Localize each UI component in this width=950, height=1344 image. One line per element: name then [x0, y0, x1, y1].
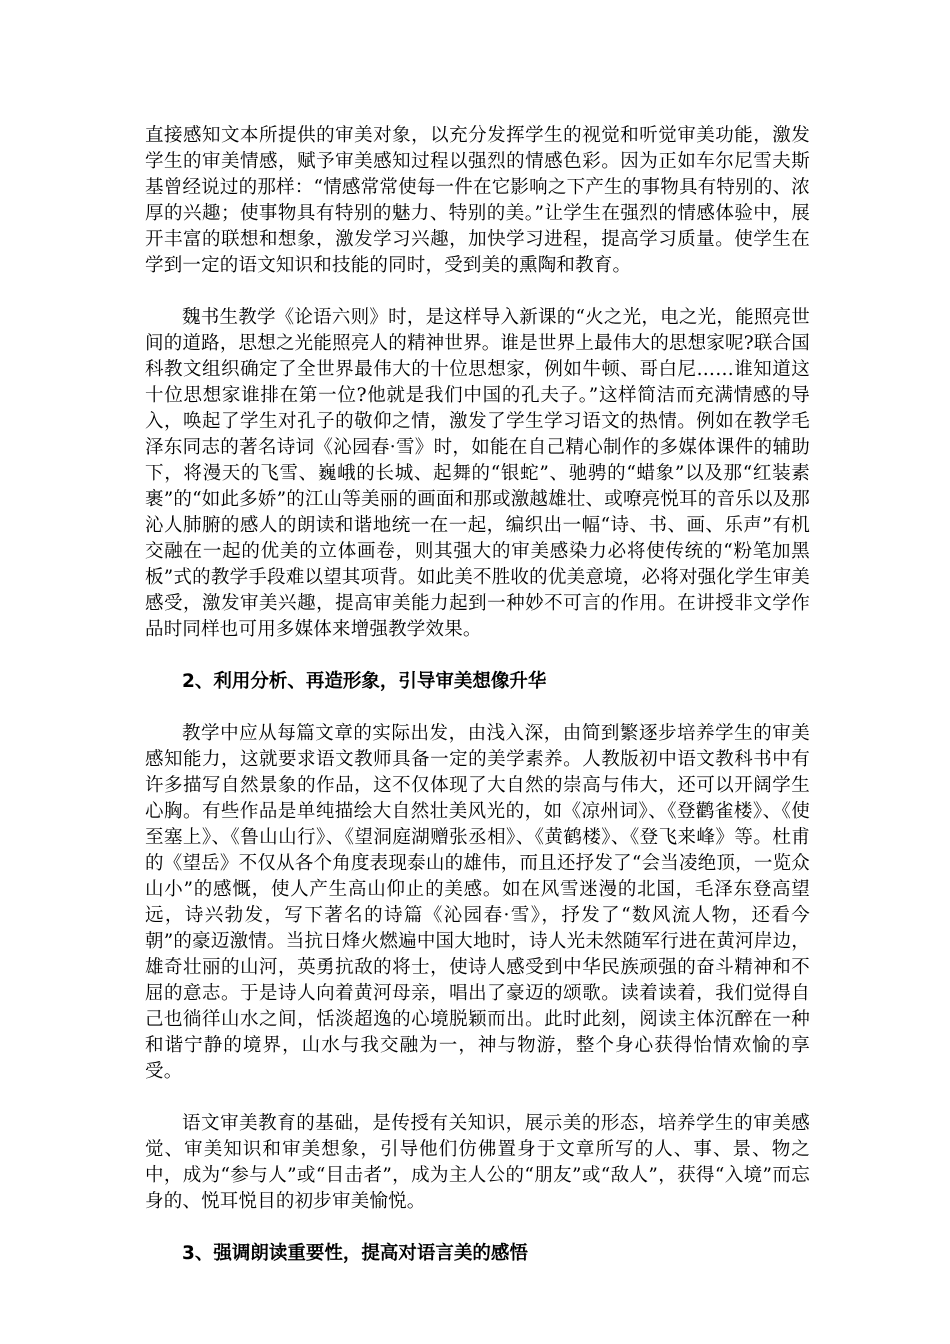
body-paragraph-continuation: 直接感知文本所提供的审美对象，以充分发挥学生的视觉和听觉审美功能，激发学生的审美情感，赋予审美感知过程以强烈的情感色彩。因为正如车尔尼雪夫斯基曾经说过的那样：“情感常常使每一件在它影响之下产生的事物具有特别的、浓厚的兴趣；使事物具有特别的魅力、特别的美。”让学生在强烈的情感体验中，展开丰富的联想和想象，激发学习兴趣，加快学习进程，提高学习质量。使学生在学到一定的语文知识和技能的同时，受到美的熏陶和教育。 [145, 125, 810, 276]
body-paragraph: 语文审美教育的基础，是传授有关知识，展示美的形态，培养学生的审美感觉、审美知识和审美想象，引导他们仿佛置身于文章所写的人、事、景、物之中，成为“参与人”或“目击者”，成为主人公的“朋友”或“敌人”，获得“入境”而忘身的、悦耳悦目的初步审美愉悦。 [145, 1113, 810, 1212]
body-paragraph: 教学中应从每篇文章的实际出发，由浅入深，由简到繁逐步培养学生的审美感知能力，这就要求语文教师具备一定的美学素养。人教版初中语文教科书中有许多描写自然景象的作品，这不仅体现了大自然的崇高与伟大，还可以开阔学生心胸。有些作品是单纯描绘大自然壮美风光的，如《凉州词》、《登鹳雀楼》、《使至塞上》、《鲁山山行》、《望洞庭湖赠张丞相》、《黄鹤楼》、《登飞来峰》等。杜甫的《望岳》不仅从各个角度表现泰山的雄伟，而且还抒发了“会当凌绝顶，一览众山小”的感慨，使人产生高山仰止的美感。如在风雪迷漫的北国，毛泽东登高望远，诗兴勃发，写下著名的诗篇《沁园春·雪》，抒发了“数风流人物，还看今朝”的豪迈激情。当抗日烽火燃遍中国大地时，诗人光未然随军行进在黄河岸边，雄奇壮丽的山河，英勇抗敌的将士，使诗人感受到中华民族顽强的奋斗精神和不屈的意志。于是诗人向着黄河母亲，唱出了豪迈的颂歌。读着读着，我们觉得自己也徜徉山水之间，恬淡超逸的心境脱颖而出。此时此刻，阅读主体沉醉在一种和谐宁静的境界，山水与我交融为一，神与物游，整个身心获得怡情欢愉的享受。 [145, 723, 810, 1082]
section-heading-3: 3、强调朗读重要性，提高对语言美的感悟 [182, 1243, 528, 1264]
body-paragraph: 魏书生教学《论语六则》时，是这样导入新课的“火之光，电之光，能照亮世间的道路，思想之光能照亮人的精神世界。谁是世界上最伟大的思想家呢?联合国科教文组织确定了全世界最伟大的十位思想家，例如牛顿、哥白尼……谁知道这十位思想家谁排在第一位?他就是我们中国的孔夫子。”这样简洁而充满情感的导入，唤起了学生对孔子的敬仰之情，激发了学生学习语文的热情。例如在教学毛泽东同志的著名诗词《沁园春·雪》时，如能在自己精心制作的多媒体课件的辅助下，将漫天的飞雪、巍峨的长城、起舞的“银蛇”、驰骋的“蜡象”以及那“红装素裹”的“如此多娇”的江山等美丽的画面和那或激越雄壮、或嘹亮悦耳的音乐以及那沁人肺腑的感人的朗读和谐地统一在一起，编织出一幅“诗、书、画、乐声”有机交融在一起的优美的立体画卷，则其强大的审美感染力必将使传统的“粉笔加黑板”式的教学手段难以望其项背。如此美不胜收的优美意境，必将对强化学生审美感受，激发审美兴趣，提高审美能力起到一种妙不可言的作用。在讲授非文学作品时同样也可用多媒体来增强教学效果。 [145, 307, 810, 640]
section-heading-2: 2、利用分析、再造形象，引导审美想像升华 [182, 671, 547, 692]
